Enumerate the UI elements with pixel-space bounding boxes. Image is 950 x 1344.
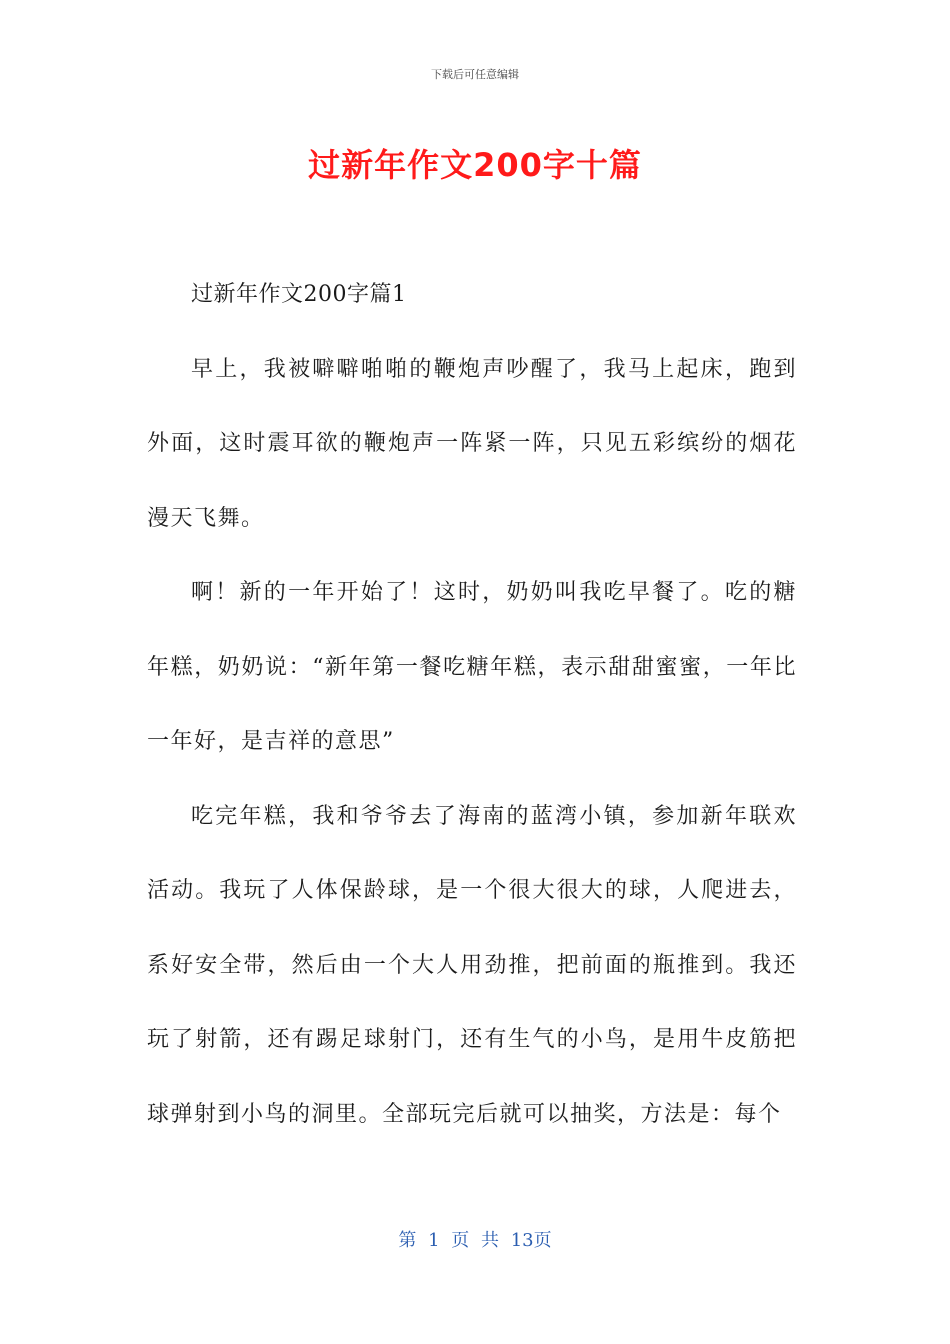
document-body — [147, 258, 797, 1152]
paragraph-1: 早上，我被噼噼啪啪的鞭炮声吵醒了，我马上起床，跑到外面，这时震耳欲的鞭炮声一阵紧一阵，只见五彩缤纷的烟花漫天飞舞。 — [147, 356, 797, 531]
paragraph-2: 啊！新的一年开始了！这时，奶奶叫我吃早餐了。吃的糖年糕，奶奶说：“新年第一餐吃糖年糕，表示甜甜蜜蜜，一年比一年好，是吉祥的意思” — [147, 580, 797, 754]
page-header-note: 下载后可任意编辑 — [431, 68, 519, 81]
page-footer-number: 第 1 页 共 13页 — [398, 1230, 552, 1251]
paragraph-3: 吃完年糕，我和爷爷去了海南的蓝湾小镇，参加新年联欢活动。我玩了人体保龄球，是一个很大很大的球，人爬进去，系好安全带，然后由一个大人用劲推，把前面的瓶推到。我还玩了射箭，还有踢足球射门，还有生气的小鸟，是用牛皮筋把球弹射到小鸟的洞里。全部玩完后就可以抽奖，方法是：每个 — [147, 803, 797, 1127]
section-heading: 过新年作文200字篇1 — [191, 282, 407, 307]
document-title: 过新年作文200字十篇 — [308, 146, 642, 184]
